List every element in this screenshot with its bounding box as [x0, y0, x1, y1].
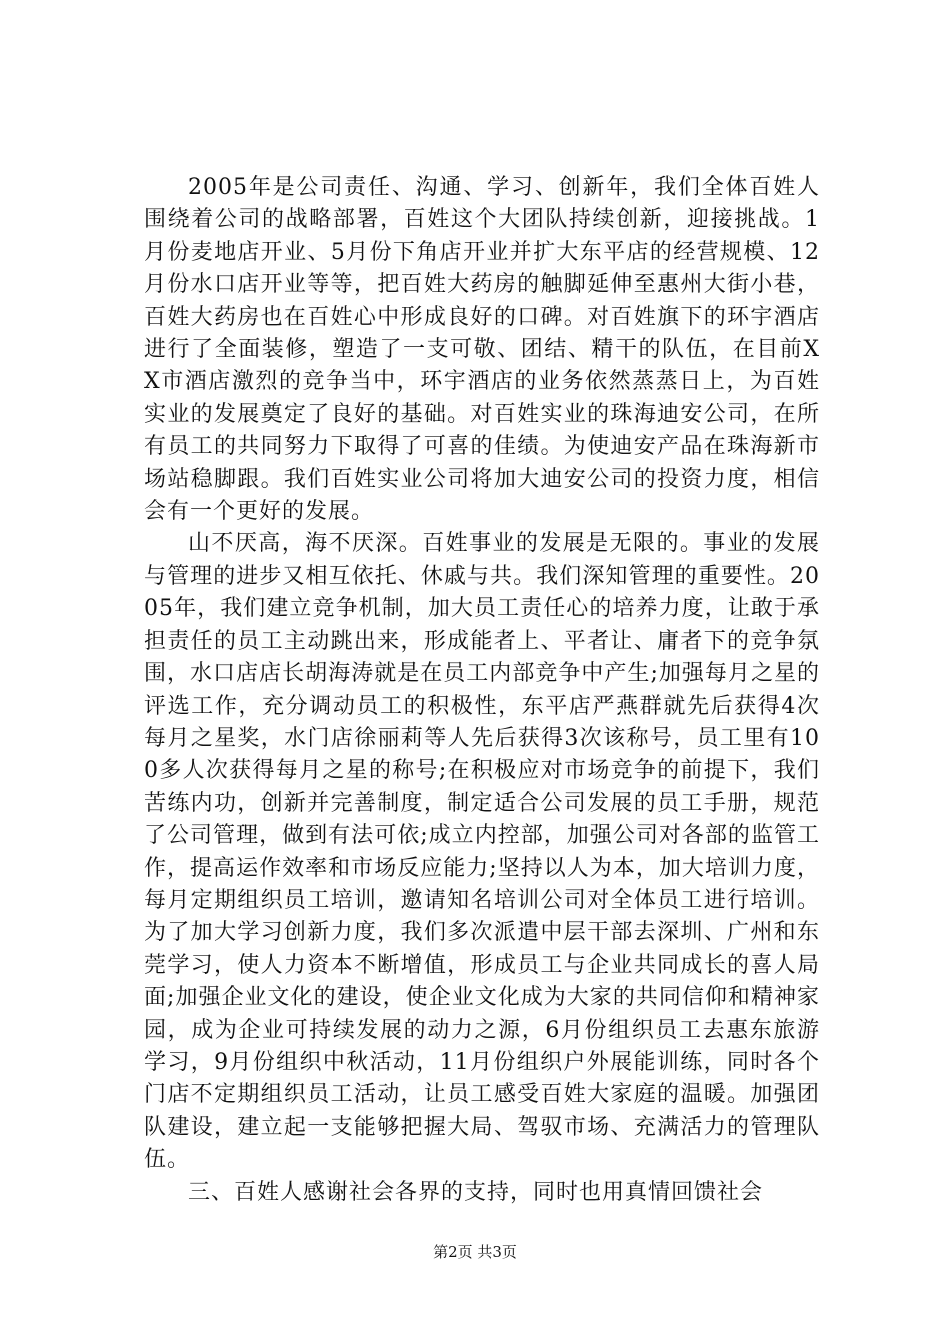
page-number: 第2页: [433, 1243, 473, 1261]
paragraph-management: 山不厌高，海不厌深。百姓事业的发展是无限的。事业的发展与管理的进步又相互依托、休戚与共。我们深知管理的重要性。2005年，我们建立竞争机制，加大员工责任心的培养力度，让敢于承担责任的员工主动跳出来，形成能者上、平者让、庸者下的竞争氛围，水口店店长胡海涛就是在员工内部竞争中产生;加强每月之星的评选工作，充分调动员工的积极性，东平店严燕群就先后获得4次每月之星奖，水门店徐丽莉等人先后获得3次该称号，员工里有100多人次获得每月之星的称号;在积极应对市场竞争的前提下，我们苦练内功，创新并完善制度，制定适合公司发展的员工手册，规范了公司管理，做到有法可依;成立内控部，加强公司对各部的监管工作，提高运作效率和市场反应能力;坚持以人为本，加大培训力度，每月定期组织员工培训，邀请知名培训公司对全体员工进行培训。为了加大学习创新力度，我们多次派遣中层干部去深圳、广州和东莞学习，使人力资本不断增值，形成员工与企业共同成长的喜人局面;加强企业文化的建设，使企业文化成为大家的共同信仰和精神家园，成为企业可持续发展的动力之源，6月份组织员工去惠东旅游学习，9月份组织中秋活动，11月份组织户外展能训练，同时各个门店不定期组织员工活动，让员工感受百姓大家庭的温暖。加强团队建设，建立起一支能够把握大局、驾驭市场、充满活力的管理队伍。: [144, 531, 820, 1173]
paragraph-annual-review: 2005年是公司责任、沟通、学习、创新年，我们全体百姓人围绕着公司的战略部署，百姓这个大团队持续创新，迎接挑战。1月份麦地店开业、5月份下角店开业并扩大东平店的经营规模、12月份水口店开业等等，把百姓大药房的触脚延伸至惠州大街小巷，百姓大药房也在百姓心中形成良好的口碑。对百姓旗下的环宇酒店进行了全面装修，塑造了一支可敬、团结、精干的队伍，在目前XX市酒店激烈的竞争当中，环宇酒店的业务依然蒸蒸日上，为百姓实业的发展奠定了良好的基础。对百姓实业的珠海迪安公司，在所有员工的共同努力下取得了可喜的佳绩。为使迪安产品在珠海新市场站稳脚跟。我们百姓实业公司将加大迪安公司的投资力度，相信会有一个更好的发展。: [144, 175, 820, 525]
page-footer: [0, 1242, 950, 1262]
paragraph-section-three-heading: 三、百姓人感谢社会各界的支持，同时也用真情回馈社会: [188, 1179, 764, 1205]
page-total: 共3页: [477, 1243, 517, 1261]
body-text: [144, 172, 820, 1209]
